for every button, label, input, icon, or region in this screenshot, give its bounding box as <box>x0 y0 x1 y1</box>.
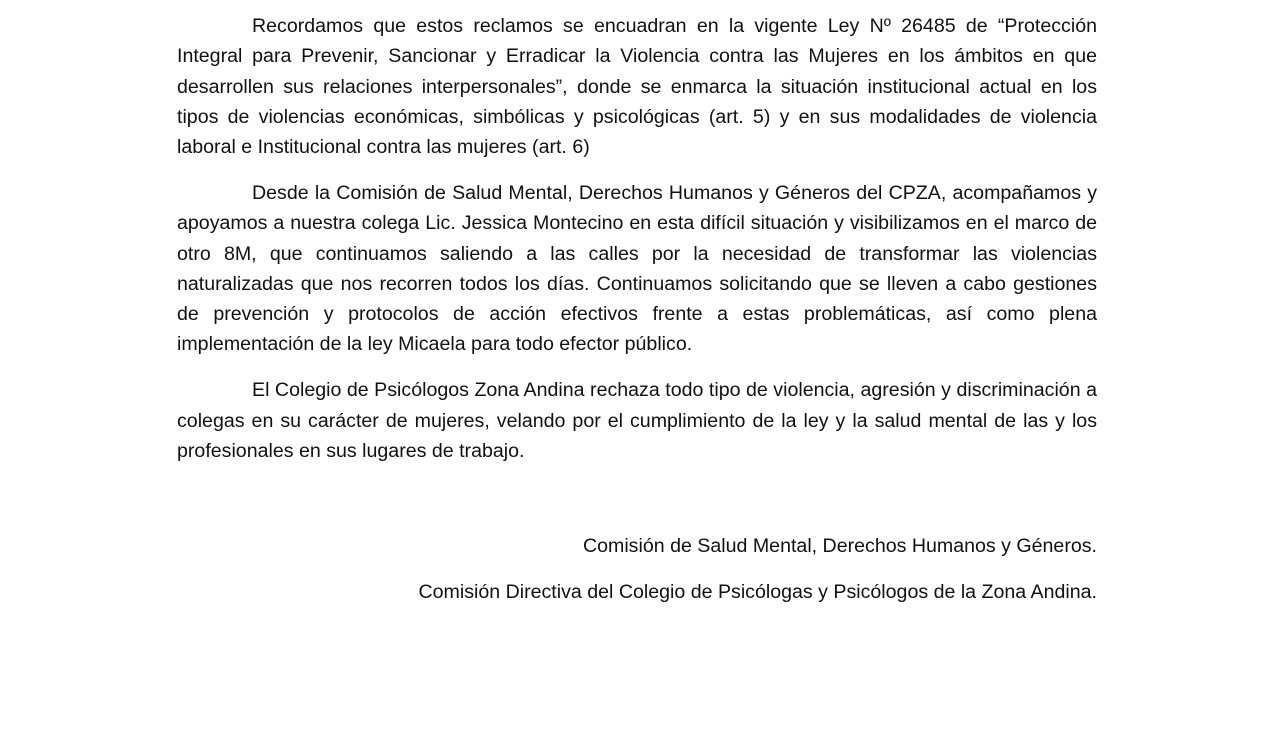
signature-block <box>177 531 1097 624</box>
paragraph-law-reference: Recordamos que estos reclamos se encuadran en la vigente Ley Nº 26485 de “Protección Integral para Prevenir, Sancionar y Erradicar la Violencia contra las Mujeres en los ámbitos en que desarrollen sus relaciones interpersonales”, donde se enmarca la situación institucional actual en los tipos de violencias económicas, simbólicas y psicológicas (art. 5) y en sus modalidades de violencia laboral e Institucional contra las mujeres (art. 6) <box>177 15 1097 159</box>
document-body <box>177 11 1097 482</box>
signature-commission: Comisión de Salud Mental, Derechos Humanos y Géneros. <box>582 535 1097 557</box>
paragraph-commission-support: Desde la Comisión de Salud Mental, Derechos Humanos y Géneros del CPZA, acompañamos y apoyamos a nuestra colega Lic. Jessica Montecino en esta difícil situación y visibilizamos en el marco de otro 8M, que continuamos saliendo a las calles por la necesidad de transformar las violencias naturalizadas que nos recorren todos los días. Continuamos solicitando que se lleven a cabo gestiones de prevención y protocolos de acción efectivos frente a estas problemáticas, así como plena implementación de la ley Micaela para todo efector público. <box>177 181 1097 356</box>
signature-board: Comisión Directiva del Colegio de Psicólogas y Psicólogos de la Zona Andina. <box>418 581 1097 604</box>
paragraph-college-statement: El Colegio de Psicólogos Zona Andina rechaza todo tipo de violencia, agresión y discriminación a colegas en su carácter de mujeres, velando por el cumplimiento de la ley y la salud mental de las y los profesionales en sus lugares de trabajo. <box>177 379 1097 462</box>
